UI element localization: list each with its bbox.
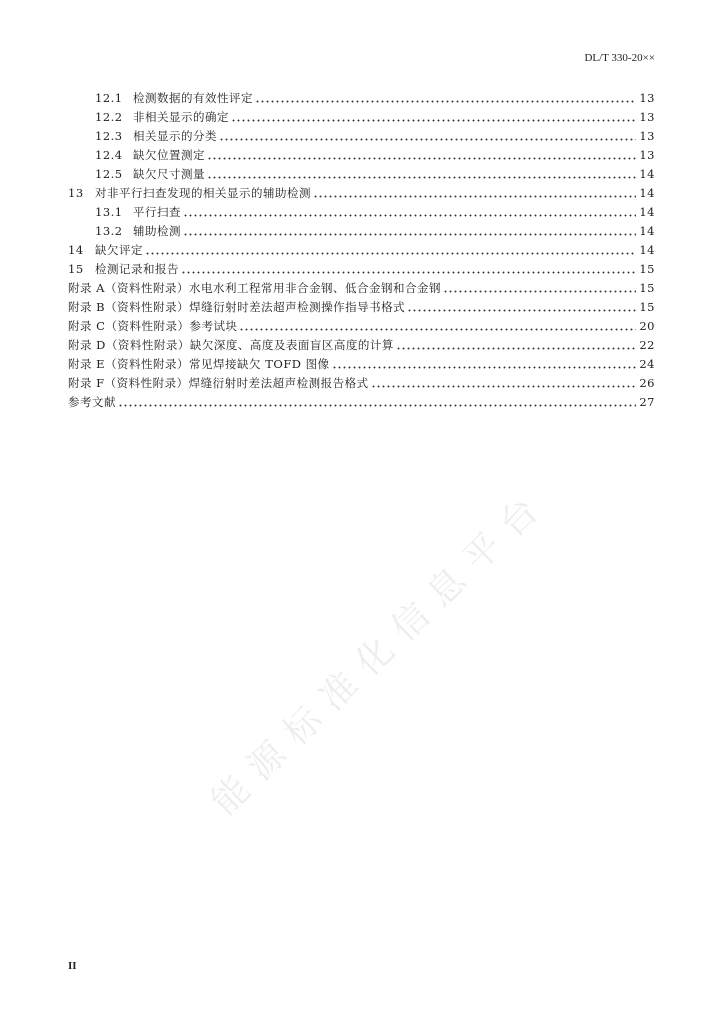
toc-entry-title: （资料性附录）参考试块 (105, 318, 238, 333)
toc-entry-number: 附录 F (68, 375, 105, 390)
toc-entry-page: 15 (639, 261, 655, 276)
toc-entry-page: 13 (639, 128, 655, 143)
dot-leader (207, 169, 636, 179)
toc-entry-title: 对非平行扫查发现的相关显示的辅助检测 (95, 185, 311, 200)
toc-entry-page: 14 (639, 242, 655, 257)
toc-entry-number: 附录 A (68, 280, 105, 295)
toc-entry-title: 缺欠评定 (95, 242, 143, 257)
dot-leader (207, 150, 636, 160)
toc-entry-number: 14 (68, 242, 84, 257)
toc-appendix-entry (68, 278, 655, 297)
toc-entry-title: 非相关显示的确定 (133, 109, 229, 124)
toc-appendix-entry (68, 354, 655, 373)
toc-entry-title: （资料性附录）焊缝衍射时差法超声检测报告格式 (104, 375, 369, 390)
dot-leader (396, 340, 636, 350)
toc-entry (68, 126, 655, 145)
dot-leader (255, 93, 636, 103)
toc-entry-title: 缺欠位置测定 (133, 147, 205, 162)
toc-entry-number: 12.4 (95, 147, 123, 162)
dot-leader (231, 112, 636, 122)
dot-leader (407, 302, 636, 312)
toc-appendix-entry (68, 297, 655, 316)
dot-leader (145, 245, 636, 255)
toc-entry (68, 259, 655, 278)
toc-entry-page: 15 (639, 299, 655, 314)
dot-leader (183, 207, 636, 217)
page-number: II (68, 960, 77, 972)
toc-entry-number: 附录 B (68, 299, 106, 314)
toc-entry-number: 12.2 (95, 109, 123, 124)
toc-entry (68, 88, 655, 107)
dot-leader (183, 226, 636, 236)
toc-entry-title: 缺欠尺寸测量 (133, 166, 205, 181)
toc-entry-page: 26 (639, 375, 655, 390)
toc-entry-page: 14 (639, 185, 655, 200)
document-code: DL/T 330-20×× (584, 52, 655, 64)
toc-entry-title: 检测数据的有效性评定 (133, 90, 253, 105)
toc-entry (68, 221, 655, 240)
toc-appendix-entry (68, 316, 655, 335)
toc-entry-page: 14 (639, 204, 655, 219)
toc-entry-page: 24 (639, 356, 655, 371)
toc-entry (68, 183, 655, 202)
toc-entry-number: 附录 D (68, 337, 106, 352)
toc-entry-page: 20 (639, 318, 655, 333)
toc-entry-page: 13 (639, 90, 655, 105)
toc-entry-title: （资料性附录）水电水利工程常用非合金钢、低合金钢和合金钢 (104, 280, 441, 295)
toc-entry (68, 107, 655, 126)
dot-leader (371, 378, 637, 388)
toc-entry-title: 检测记录和报告 (95, 261, 179, 276)
running-header (584, 52, 655, 64)
toc-entry-title: 平行扫查 (133, 204, 181, 219)
toc-entry-number: 13.2 (95, 223, 123, 238)
toc-entry (68, 202, 655, 221)
dot-leader (239, 321, 636, 331)
toc-entry (68, 240, 655, 259)
dot-leader (332, 359, 637, 369)
toc-entry-number: 12.5 (95, 166, 123, 181)
toc-entry-title: 辅助检测 (133, 223, 181, 238)
dot-leader (219, 131, 636, 141)
toc-entry-page: 14 (639, 223, 655, 238)
toc-entry-page: 27 (639, 394, 655, 409)
toc-entry-page: 15 (639, 280, 655, 295)
table-of-contents (68, 88, 655, 411)
toc-entry (68, 145, 655, 164)
toc-entry-title: （资料性附录）缺欠深度、高度及表面盲区高度的计算 (105, 337, 394, 352)
watermark-text: 能源标准化信息平台 (203, 481, 557, 824)
toc-entry-number: 附录 C (68, 318, 106, 333)
toc-entry-number: 12.3 (95, 128, 123, 143)
dot-leader (443, 283, 636, 293)
toc-entry-number: 15 (68, 261, 84, 276)
toc-entry-page: 22 (639, 337, 655, 352)
toc-entry-number: 13.1 (95, 204, 123, 219)
toc-entry-title: （资料性附录）常见焊接缺欠 TOFD 图像 (105, 356, 330, 371)
toc-appendix-entry (68, 373, 655, 392)
toc-entry (68, 164, 655, 183)
toc-entry-title: （资料性附录）焊缝衍射时差法超声检测操作指导书格式 (105, 299, 406, 314)
toc-entry-title: 相关显示的分类 (133, 128, 217, 143)
dot-leader (118, 397, 636, 407)
toc-entry-number: 12.1 (95, 90, 123, 105)
toc-entry-number: 13 (68, 185, 84, 200)
toc-entry-number: 附录 E (68, 356, 106, 371)
toc-entry-page: 14 (639, 166, 655, 181)
dot-leader (313, 188, 636, 198)
toc-references-entry (68, 392, 655, 411)
dot-leader (181, 264, 636, 274)
toc-entry-page: 13 (639, 147, 655, 162)
toc-entry-page: 13 (639, 109, 655, 124)
toc-entry-title: 参考文献 (68, 394, 116, 409)
toc-appendix-entry (68, 335, 655, 354)
